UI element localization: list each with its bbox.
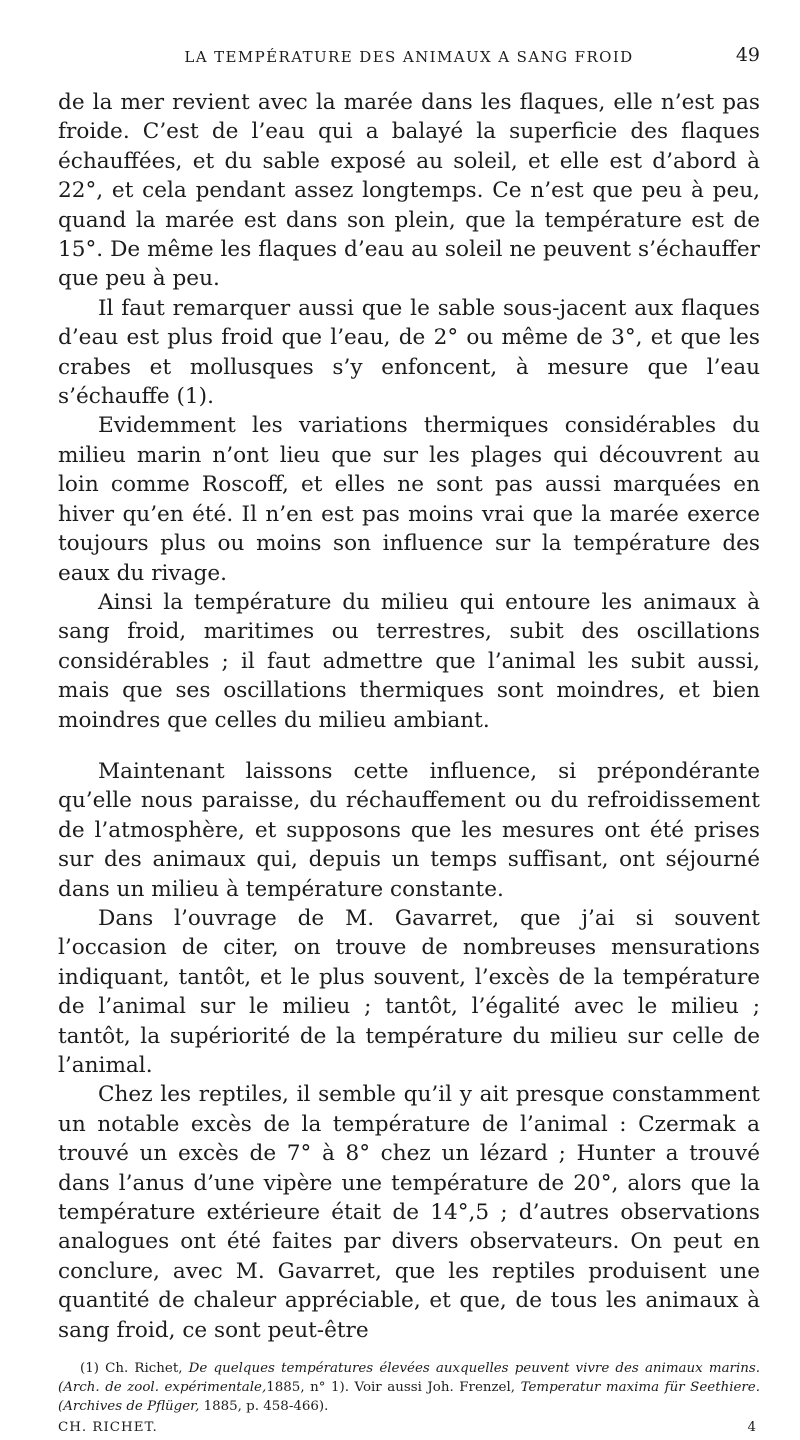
signature-line bbox=[58, 1420, 760, 1440]
footnote-title: De quelques températures élevées auxquelles peuvent vivre des animaux marins. bbox=[188, 1361, 760, 1377]
page-number: 49 bbox=[735, 44, 760, 66]
footnote-ref: 1885, n° 1). bbox=[266, 1380, 349, 1396]
footnote-source-2: (Archives de Pflüger, bbox=[58, 1399, 200, 1415]
running-head-title: LA TEMPÉRATURE DES ANIMAUX A SANG FROID bbox=[184, 48, 634, 66]
footnote-ref-2: 1885, p. 458-466). bbox=[203, 1399, 329, 1415]
paragraph: Chez les reptiles, il semble qu’il y ait presque constamment un notable excès de la température de l’animal : Czermak a trouvé un excès de 7° à 8° chez un lézard ; Hunter a trouvé dans l’anus d’une vipère une température de 20°, alors que la température extérieure était de 14°,5 ; d’autres observations analogues ont été faites par divers observateurs. On peut en conclure, avec M. Gavarret, que les reptiles produisent une quantité de chaleur appréciable, et que, de tous les animaux à sang froid, ce sont peut-être bbox=[58, 1082, 760, 1343]
footnote bbox=[58, 1359, 760, 1416]
footnote-see-also: Voir aussi Joh. Frenzel, bbox=[354, 1380, 516, 1396]
body-text bbox=[58, 88, 760, 1345]
signature-mark: 4 bbox=[747, 1420, 756, 1436]
paragraph: Il faut remarquer aussi que le sable sous-jacent aux flaques d’eau est plus froid que l’eau, de 2° ou même de 3°, et que les crabes et mollusques s’y enfoncent, à mesure que l’eau s’échauffe (1). bbox=[58, 295, 760, 410]
signature-author: CH. RICHET. bbox=[58, 1420, 158, 1436]
paragraph: Evidemment les variations thermiques considérables du milieu marin n’ont lieu que sur les plages qui découvrent au loin comme Roscoff, et elles ne sont pas aussi marquées en hiver qu’en été. Il n’en est pas moins vrai que la marée exerce toujours plus ou moins son influence sur la température des eaux du rivage. bbox=[58, 413, 760, 586]
footnote-title-2: Temperatur maxima für Seethiere. bbox=[520, 1380, 760, 1396]
running-head bbox=[58, 42, 760, 76]
footnote-marker: (1) bbox=[80, 1361, 99, 1377]
footnote-source: (Arch. de zool. expérimentale, bbox=[58, 1380, 267, 1396]
footnote-author: Ch. Richet, bbox=[105, 1361, 183, 1377]
paragraph: de la mer revient avec la marée dans les flaques, elle n’est pas froide. C’est de l’eau qui a balayé la superficie des flaques échauffées, et du sable exposé au soleil, et elle est d’abord à 22°, et cela pendant assez longtemps. Ce n’est que peu à peu, quand la marée est dans son plein, que la température est de 15°. De même les flaques d’eau au soleil ne peuvent s’échauffer que peu à peu. bbox=[58, 90, 760, 292]
paragraph: Ainsi la température du milieu qui entoure les animaux à sang froid, maritimes ou terrestres, subit des oscillations considérables ; il faut admettre que l’animal les subit aussi, mais que ses oscillations thermiques sont moindres, et bien moindres que celles du milieu ambiant. bbox=[58, 589, 760, 733]
paragraph: Maintenant laissons cette influence, si prépondérante qu’elle nous paraisse, du réchauffement ou du refroidissement de l’atmosphère, et supposons que les mesures ont été prises sur des animaux qui, depuis un temps suffisant, ont séjourné dans un milieu à température constante. bbox=[58, 758, 760, 902]
paragraph: Dans l’ouvrage de M. Gavarret, que j’ai si souvent l’occasion de citer, on trouve de nombreuses mensurations indiquant, tantôt, et le plus souvent, l’excès de la température de l’animal sur le milieu ; tantôt, l’égalité avec le milieu ; tantôt, la supériorité de la température du milieu sur celle de l’animal. bbox=[58, 905, 760, 1078]
